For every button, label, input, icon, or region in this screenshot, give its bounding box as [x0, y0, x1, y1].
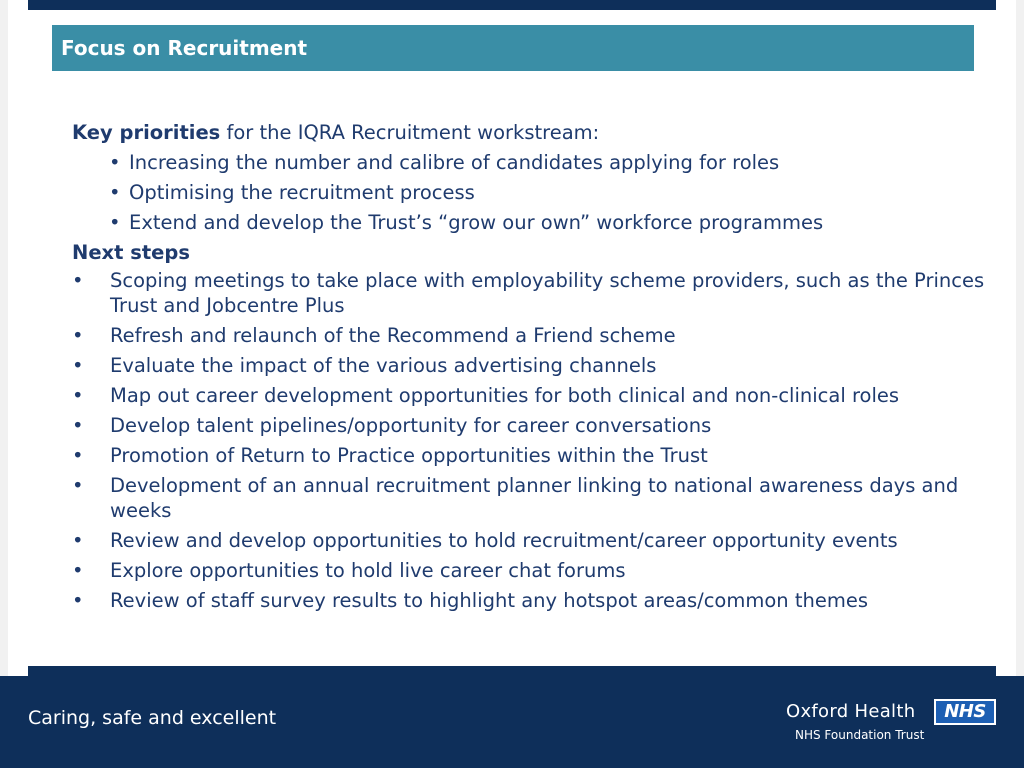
- page-title: Focus on Recruitment: [61, 36, 308, 60]
- list-item: • Review of staff survey results to highlight any hotspot areas/common themes: [72, 588, 992, 613]
- list-item: • Increasing the number and calibre of candidates applying for roles: [109, 148, 992, 178]
- list-item: • Explore opportunities to hold live career chat forums: [72, 558, 992, 583]
- list-item: • Refresh and relaunch of the Recommend a Friend scheme: [72, 323, 992, 348]
- list-item: • Review and develop opportunities to hold recruitment/career opportunity events: [72, 528, 992, 553]
- list-item: • Develop talent pipelines/opportunity for career conversations: [72, 413, 992, 438]
- title-banner: [52, 25, 974, 71]
- key-priorities-list: [72, 148, 992, 238]
- list-item: • Promotion of Return to Practice opportunities within the Trust: [72, 443, 992, 468]
- list-item: • Evaluate the impact of the various advertising channels: [72, 353, 992, 378]
- footer: [0, 676, 1024, 768]
- org-logo-name: Oxford Health: [786, 701, 916, 722]
- key-priorities-intro: [72, 118, 992, 148]
- org-logo-subtitle: NHS Foundation Trust: [795, 728, 925, 742]
- nhs-logo-icon: [934, 699, 996, 725]
- footer-accent-bar: [28, 666, 996, 676]
- top-accent-bar: [28, 0, 996, 10]
- list-item: • Scoping meetings to take place with employability scheme providers, such as the Princes Trust and Jobcentre Plus: [72, 268, 992, 318]
- key-priorities-text: for the IQRA Recruitment workstream:: [220, 121, 600, 144]
- list-item: • Map out career development opportunities for both clinical and non-clinical roles: [72, 383, 992, 408]
- list-item: • Development of an annual recruitment planner linking to national awareness days and weeks: [72, 473, 992, 523]
- slide-content: [72, 118, 992, 618]
- footer-tagline: Caring, safe and excellent: [28, 707, 277, 729]
- nhs-logo-text: NHS: [936, 701, 994, 723]
- list-item: • Optimising the recruitment process: [109, 178, 992, 208]
- next-steps-list: [72, 268, 992, 613]
- key-priorities-label: Key priorities: [72, 121, 221, 144]
- next-steps-heading: Next steps: [72, 241, 190, 264]
- list-item: • Extend and develop the Trust’s “grow our own” workforce programmes: [109, 208, 992, 238]
